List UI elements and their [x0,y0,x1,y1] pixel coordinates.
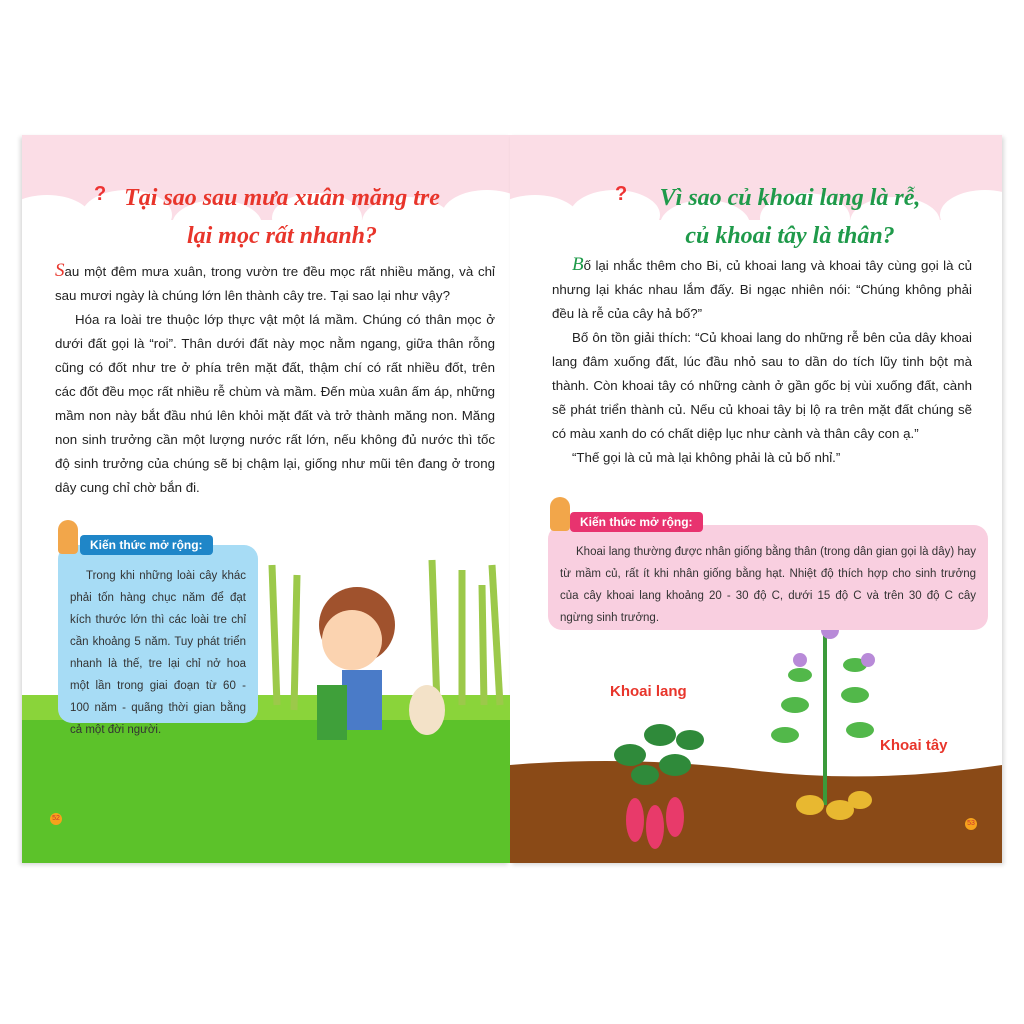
title-line: Vì sao củ khoai lang là rễ, [659,185,921,211]
knowledge-text: Trong khi những loài cây khác phải tốn hàng chục năm để đạt kích thước lớn thì các loài tre chỉ cần khoảng 5 năm. Tuy phát triển nhanh là thế, tre lại chỉ nở hoa một lần trong giai đoạn từ 60 - 100 năm - quãng thời gian bằng cả một đời người. [70,570,246,736]
body-text [552,253,972,470]
body-text [55,259,495,500]
page-number: 52 [50,813,62,825]
title-line: Tại sao sau mưa xuân măng tre [124,185,440,211]
knowledge-text: Khoai lang thường được nhân giống bằng thân (trong dân gian gọi là dây) hay từ mầm củ, rất ít khi nhân giống bằng hạt. Nhiệt độ thích hợp cho sinh trưởng của cây khoai lang khoảng 20 - 30 độ C, dưới 15 độ C và trên 30 độ C cây ngừng sinh trưởng. [560,546,976,624]
question-kid-icon: ? [615,183,628,205]
knowledge-label: Kiến thức mở rộng: [570,512,703,532]
knowledge-box [548,525,988,630]
paragraph: “Thế gọi là củ mà lại không phải là củ bố nhỉ.” [572,450,841,465]
kid-icon [550,497,570,531]
paragraph: Bố ôn tồn giải thích: “Củ khoai lang do những rễ bên của dây khoai lang đâm xuống đất, lúc đầu nhỏ sau to dần do tích lũy tinh bột mà thành. Còn khoai tây có những cành ở gần gốc bị vùi xuống đất, cành sẽ phát triển thành củ. Nếu củ khoai tây bị lộ ra trên mặt đất chúng sẽ có màu xanh do có chất diệp lục như cành và thân cây con ạ.” [552,330,972,441]
knowledge-label: Kiến thức mở rộng: [80,535,213,555]
drop-cap: B [572,254,584,275]
paragraph: au một đêm mưa xuân, trong vườn tre đều mọc rất nhiều măng, và chỉ sau mươi ngày là chúng lớn lên thành cây tre. Tại sao lại như vậy? [55,264,495,303]
paragraph: ố lại nhắc thêm cho Bi, củ khoai lang và khoai tây cùng gọi là củ nhưng lại khác nhau lắm đấy. Bi ngạc nhiên nói: “Chúng không phải đều là rễ của cây hả bố?” [552,258,972,321]
left-page [22,135,510,863]
kid-icon [58,520,78,554]
right-page [510,135,1002,863]
knowledge-box [58,545,258,736]
title-line: lại mọc rất nhanh? [186,223,378,249]
page-title [590,179,990,255]
sweet-potato-label: Khoai lang [610,683,687,700]
title-line: củ khoai tây là thân? [685,223,895,249]
potato-label: Khoai tây [880,737,948,754]
question-kid-icon: ? [94,183,107,205]
plants-illustration [510,605,1002,863]
page-title [82,179,482,255]
page-number: 53 [965,818,977,830]
drop-cap: S [55,260,65,281]
paragraph: Hóa ra loài tre thuộc lớp thực vật một lá mầm. Chúng có thân mọc ở dưới đất gọi là “roi”. Thân dưới đất này mọc nằm ngang, giữa thân rỗng cũng có đốt như tre ở phía trên mặt đất, thậm chí có rất nhiều đốt, trên các đốt đều mọc rất nhiều rễ chùm và mầm. Đến mùa xuân ấm áp, những mầm non này bắt đầu nhú lên khỏi mặt đất và trở thành măng non. Măng non sinh trưởng cần một lượng nước rất lớn, nếu không đủ nước thì tốc độ sinh trưởng của chúng sẽ bị chậm lại, giống như mũi tên đang ở trong dây cung chỉ chờ bắn đi. [55,312,495,495]
